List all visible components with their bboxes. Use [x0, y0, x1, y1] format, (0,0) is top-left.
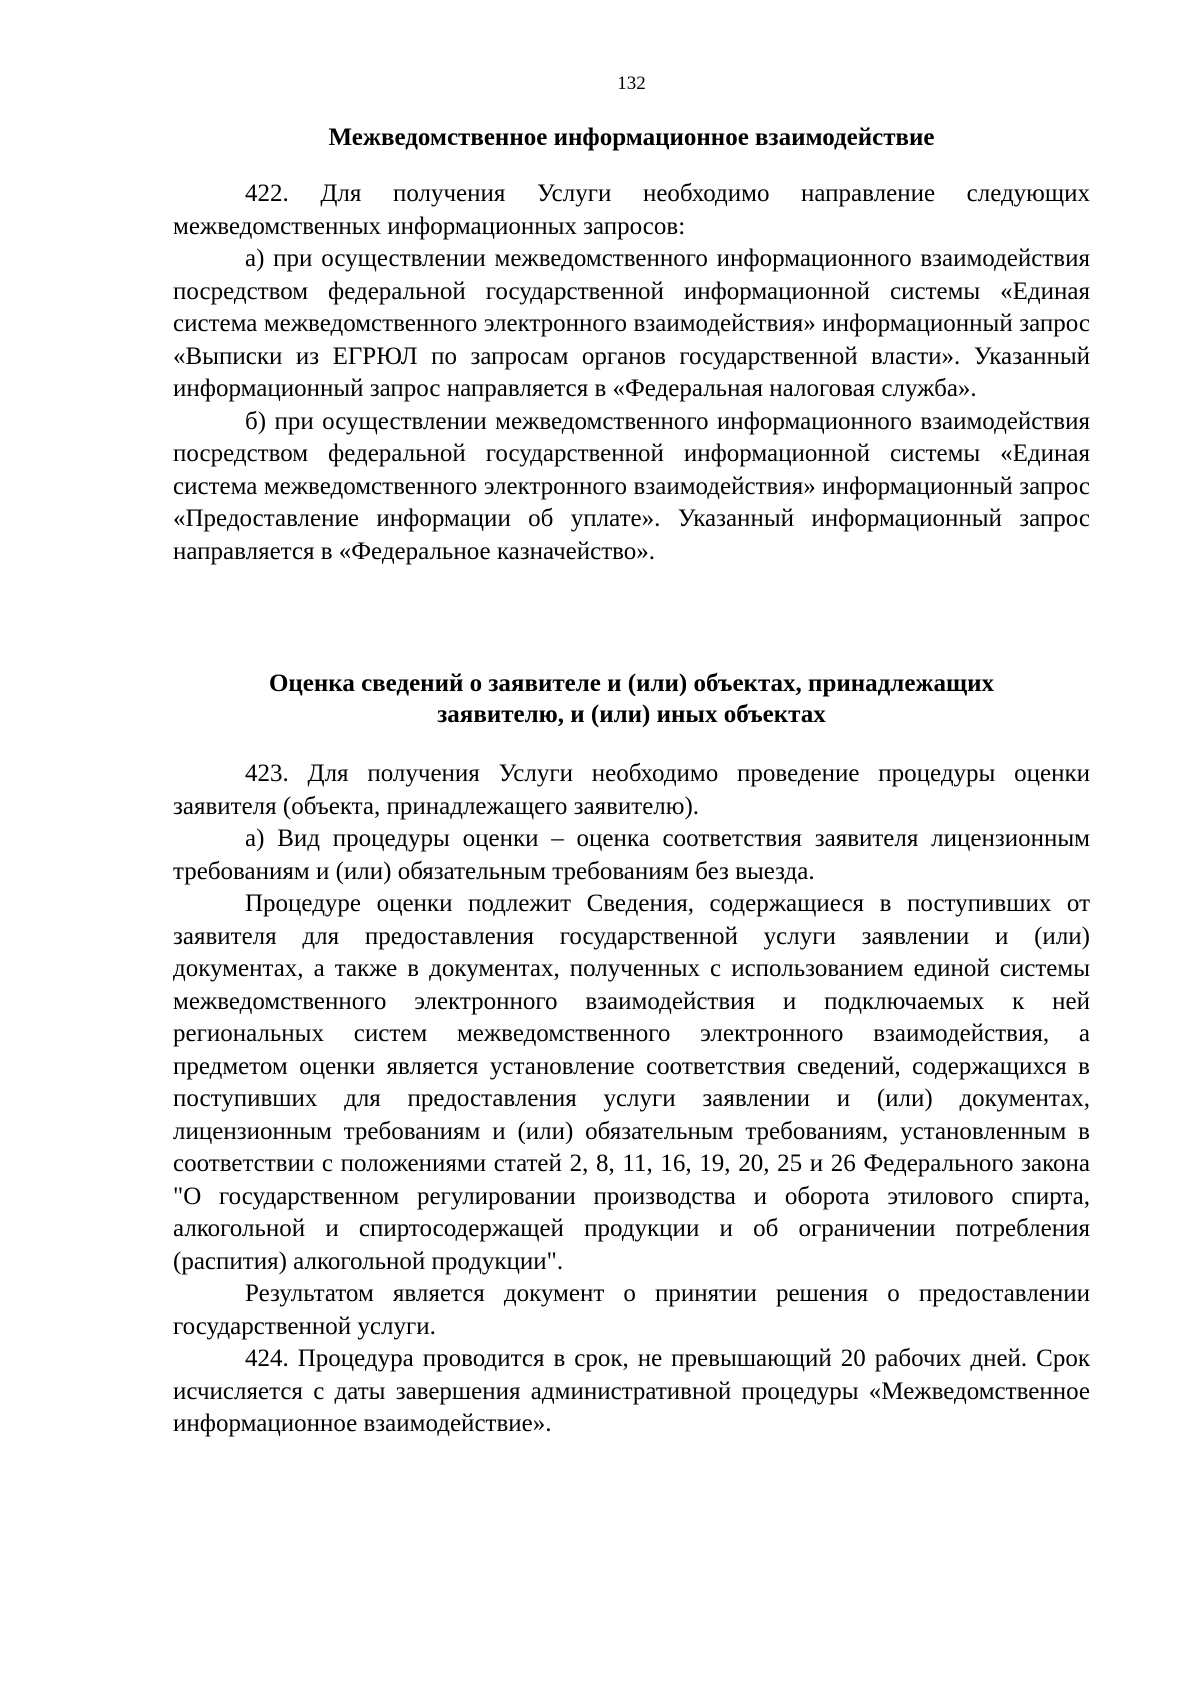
section-body-assessment	[173, 758, 1090, 1441]
paragraph-423: 423. Для получения Услуги необходимо проведение процедуры оценки заявителя (объекта, принадлежащего заявителю).	[173, 760, 1090, 820]
paragraph-422-a: а) при осуществлении межведомственного информационного взаимодействия посредством федеральной государственной информационной системы «Единая система межведомственного электронного взаимодействия» информационный запрос «Выписки из ЕГРЮЛ по запросам органов государственной власти». Указанный информационный запрос направляется в «Федеральная налоговая служба».	[173, 245, 1090, 402]
paragraph-422-b: б) при осуществлении межведомственного информационного взаимодействия посредством федеральной государственной информационной системы «Единая система межведомственного электронного взаимодействия» информационный запрос «Предоставление информации об уплате». Указанный информационный запрос направляется в «Федеральное казначейство».	[173, 407, 1090, 565]
section-heading-assessment-line1: Оценка сведений о заявителе и (или) объектах, принадлежащих	[268, 670, 995, 697]
section-heading-interagency: Межведомственное информационное взаимодействие	[328, 124, 935, 151]
section-heading-assessment	[173, 668, 1090, 730]
paragraph-assessment-subject: Процедуре оценки подлежит Сведения, содержащиеся в поступивших от заявителя для предоставления государственной услуги заявлении и (или) документах, а также в документах, полученных с использованием единой системы межведомственного электронного взаимодействия и подключаемых к ней региональных систем межведомственного электронного взаимодействия, а предметом оценки является установление соответствия сведений, содержащихся в поступивших для предоставления услуги заявлении и (или) документах, лицензионным требованиям и (или) обязательным требованиям, установленным в соответствии с положениями статей 2, 8, 11, 16, 19, 20, 25 и 26 Федерального закона "О государственном регулировании производства и оборота этилового спирта, алкогольной и спиртосодержащей продукции и об ограничении потребления (распития) алкогольной продукции".	[173, 890, 1090, 1275]
page-number: 132	[617, 73, 646, 94]
paragraph-422: 422. Для получения Услуги необходимо направление следующих межведомственных информационных запросов:	[173, 180, 1090, 240]
paragraph-424: 424. Процедура проводится в срок, не превышающий 20 рабочих дней. Срок исчисляется с даты завершения административной процедуры «Межведомственное информационное взаимодействие».	[173, 1345, 1090, 1437]
paragraph-423-a: а) Вид процедуры оценки – оценка соответствия заявителя лицензионным требованиям и (или) обязательным требованиям без выезда.	[173, 825, 1090, 885]
paragraph-result: Результатом является документ о принятии решения о предоставлении государственной услуги.	[173, 1280, 1090, 1340]
section-body-interagency	[173, 178, 1090, 568]
section-heading-assessment-line2: заявителю, и (или) иных объектах	[437, 701, 826, 728]
